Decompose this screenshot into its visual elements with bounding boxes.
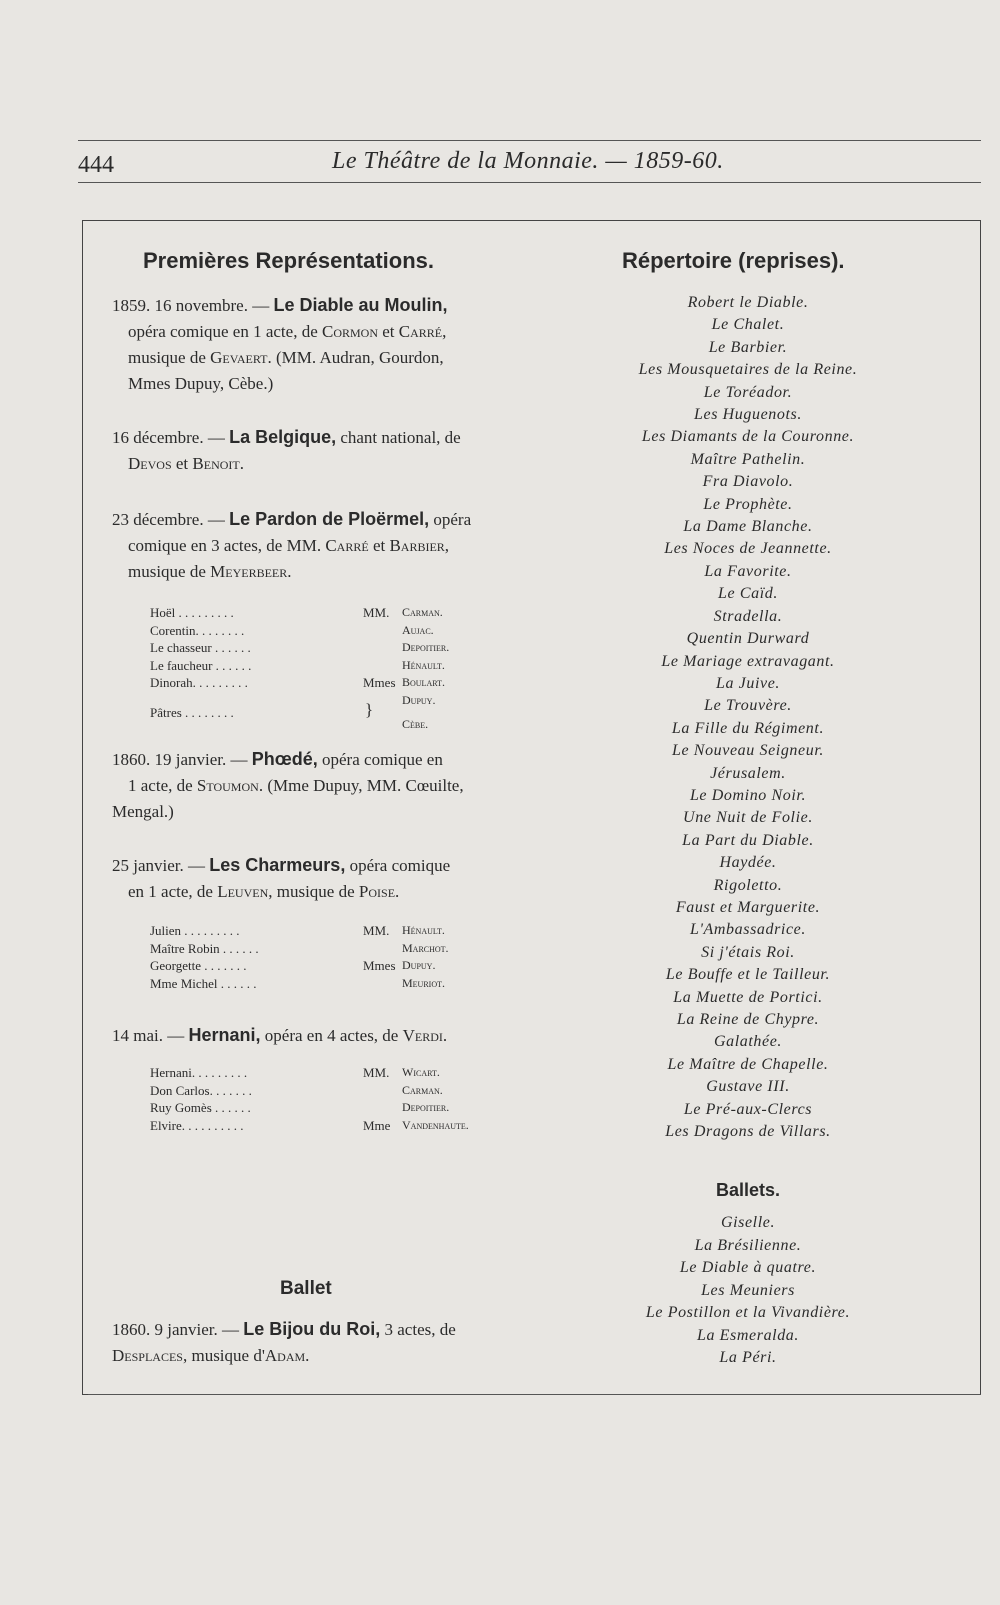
text-fragment: 1 acte, de [128, 776, 197, 795]
repertoire-item: Haydée. [719, 854, 777, 872]
entry-date: 16 décembre. — [112, 428, 225, 447]
repertoire-list [598, 292, 898, 1143]
repertoire-item: Si j'étais Roi. [701, 943, 795, 961]
repertoire-item: Le Caïd. [718, 585, 778, 603]
actor: Hénault. [402, 657, 445, 672]
repertoire-item: Robert le Diable. [687, 294, 809, 311]
repertoire-item: Stradella. [713, 607, 783, 625]
actor: Dupuy. [402, 692, 436, 707]
repertoire-item: Rigoletto. [713, 876, 783, 894]
repertoire-heading: Répertoire (reprises). [622, 248, 845, 273]
librettist: Leuven [217, 882, 269, 901]
text-fragment: . (Mme Dupuy, MM. Cœuilte, [258, 776, 464, 795]
ballets-list [598, 1212, 898, 1370]
role: Pâtres . . . . . . . . [150, 704, 234, 720]
repertoire-item: La Favorite. [704, 562, 792, 580]
librettist: Carré, [398, 322, 447, 341]
actor: Aujac. [402, 622, 434, 637]
honorific: MM. [363, 1065, 390, 1080]
repertoire-item: Fra Diavolo. [702, 473, 794, 491]
actor: Carman. [402, 1082, 443, 1097]
librettist: Carré [325, 536, 369, 555]
text-fragment: . (MM. Audran, Gourdon, [267, 348, 444, 367]
repertoire-item: Le Toréador. [703, 383, 793, 401]
honorific: Mmes [363, 675, 396, 690]
entry-phoede [112, 746, 512, 825]
entry-date: 1859. 16 novembre. — [112, 296, 270, 315]
repertoire-item: Les Dragons de Villars. [665, 1123, 831, 1141]
author: Devos [128, 454, 172, 473]
composer: Benoit. [192, 454, 244, 473]
page-number: 444 [78, 152, 114, 178]
text-fragment: , musique d' [182, 1346, 265, 1365]
text-fragment: opéra en 4 actes, de [260, 1026, 403, 1045]
entry-les-charmeurs [112, 852, 512, 905]
text-fragment: opéra comique en [317, 750, 443, 769]
actor: Marchot. [402, 940, 449, 955]
actor: Wicart. [402, 1065, 440, 1079]
actor: Vandenhaute. [402, 1117, 469, 1132]
text-fragment: comique en 3 actes, de MM. [128, 536, 326, 555]
composer: Gevaert [210, 348, 268, 367]
role: Maître Robin . . . . . . [150, 940, 259, 956]
work-title: Hernani, [188, 1025, 261, 1045]
work-title: Le Bijou du Roi, [243, 1319, 381, 1339]
entry-date: 23 décembre. — [112, 510, 225, 529]
repertoire-item: La Fille du Régiment. [671, 719, 825, 737]
actor: Depoitier. [402, 640, 450, 654]
actor: Hénault. [402, 923, 445, 937]
composer: Adam. [264, 1346, 310, 1365]
repertoire-item: L'Ambassadrice. [690, 921, 806, 939]
role: Don Carlos. . . . . . . [150, 1082, 252, 1098]
repertoire-item: Le Pré-aux-Clercs [683, 1100, 813, 1118]
repertoire-item: Gustave III. [706, 1078, 790, 1096]
repertoire-item: La Part du Diable. [682, 831, 814, 849]
role: Georgette . . . . . . . [150, 958, 247, 973]
work-title: Les Charmeurs, [209, 855, 346, 875]
header-top-rule [78, 140, 981, 141]
librettist: Desplaces [112, 1346, 183, 1365]
repertoire-item: Les Noces de Jeannette. [664, 540, 832, 558]
text-fragment: musique de [128, 562, 211, 581]
text-fragment: opéra comique en 1 acte, de [128, 322, 322, 341]
header-bottom-rule [78, 182, 981, 183]
composer: Stoumon [196, 776, 259, 795]
text-fragment: et [171, 454, 193, 473]
ballet-item: La Péri. [719, 1349, 777, 1366]
work-title: La Belgique, [229, 427, 337, 447]
repertoire-item: Jérusalem. [710, 764, 786, 782]
actor: Cèbe. [402, 716, 429, 731]
entry-la-belgique [112, 424, 512, 477]
role: Hernani. . . . . . . . . [150, 1065, 248, 1080]
role: Le faucheur . . . . . . [150, 657, 252, 673]
entry-bijou-du-roi [112, 1316, 512, 1369]
repertoire-item: La Juive. [715, 674, 781, 692]
entry-pardon-de-ploermel [112, 506, 512, 585]
honorific: Mmes [363, 958, 396, 973]
entry-date: 14 mai. — [112, 1026, 185, 1045]
repertoire-item: Une Nuit de Folie. [683, 809, 813, 827]
brace: } [365, 699, 374, 719]
repertoire-item: Faust et Marguerite. [675, 898, 821, 916]
ballet-item: La Esmeralda. [696, 1326, 800, 1344]
text-fragment: 3 actes, de [380, 1320, 456, 1339]
repertoire-item: Maître Pathelin. [690, 450, 806, 468]
repertoire-item: Le Chalet. [711, 316, 785, 334]
librettist: Cormon [322, 322, 379, 341]
repertoire-item: Le Domino Noir. [689, 786, 807, 804]
ballet-item: Giselle. [720, 1214, 776, 1231]
actor: Dupuy. [402, 958, 436, 972]
entry-date: 1860. 9 janvier. — [112, 1320, 240, 1339]
actor: Meuriot. [402, 975, 445, 990]
role: Mme Michel . . . . . . [150, 975, 257, 991]
role: Corentin. . . . . . . . [150, 622, 245, 638]
work-title: Le Diable au Moulin, [273, 295, 448, 315]
honorific: Mme [363, 1117, 391, 1133]
text-line: Mengal.) [112, 802, 174, 821]
repertoire-item: Le Prophète. [703, 495, 793, 513]
composer: Verdi. [402, 1026, 448, 1045]
role: Elvire. . . . . . . . . . [150, 1117, 244, 1133]
entry-hernani [112, 1022, 512, 1049]
text-fragment: et [378, 322, 399, 341]
composer: Poise. [358, 882, 400, 901]
role: Hoël . . . . . . . . . [150, 605, 234, 620]
repertoire-item: La Reine de Chypre. [676, 1011, 820, 1028]
text-fragment: musique de [128, 348, 211, 367]
text-fragment: opéra [429, 510, 472, 529]
repertoire-item: Le Barbier. [708, 338, 788, 356]
repertoire-item: La Muette de Portici. [673, 988, 823, 1006]
entry-date: 1860. 19 janvier. — [112, 750, 248, 769]
role: Dinorah. . . . . . . . . [150, 675, 248, 690]
ballet-item: La Brésilienne. [694, 1236, 802, 1254]
work-title: Phœdé, [251, 749, 318, 769]
entry-diable-au-moulin [112, 292, 512, 397]
text-fragment: chant national, de [336, 428, 461, 447]
actor: Carman. [402, 605, 443, 619]
repertoire-item: Le Mariage extravagant. [661, 652, 835, 670]
text-fragment: , musique de [268, 882, 359, 901]
role: Julien . . . . . . . . . [150, 923, 240, 938]
repertoire-item: Le Nouveau Seigneur. [672, 742, 824, 760]
repertoire-item: Le Maître de Chapelle. [667, 1055, 829, 1073]
ballets-heading: Ballets. [715, 1180, 781, 1200]
repertoire-item: La Dame Blanche. [683, 518, 813, 536]
repertoire-item: Quentin Durward [686, 630, 810, 648]
repertoire-item: Le Bouffe et le Tailleur. [665, 966, 831, 984]
ballet-heading: Ballet [280, 1278, 332, 1299]
actor: Boulart. [402, 675, 445, 689]
text-fragment: en 1 acte, de [128, 882, 218, 901]
repertoire-item: Le Trouvère. [704, 697, 792, 715]
text-line: Mmes Dupuy, Cèbe.) [128, 374, 274, 393]
role: Le chasseur . . . . . . [150, 640, 251, 655]
repertoire-item: Les Mousquetaires de la Reine. [638, 361, 858, 379]
repertoire-item: Galathée. [713, 1033, 783, 1051]
honorific: MM. [363, 605, 390, 620]
text-fragment: opéra comique [345, 856, 451, 875]
premieres-heading: Premières Représentations. [143, 248, 435, 273]
ballet-item: Les Meuniers [701, 1281, 795, 1299]
work-title: Le Pardon de Ploërmel, [229, 509, 430, 529]
text-fragment: et [368, 536, 390, 555]
frame-bottom-rule [88, 1394, 981, 1395]
librettist: Barbier, [389, 536, 450, 555]
actor: Depoitier. [402, 1100, 450, 1114]
honorific: MM. [363, 923, 390, 938]
ballet-item: Le Diable à quatre. [679, 1259, 817, 1276]
repertoire-item: Les Diamants de la Couronne. [641, 428, 855, 446]
ballet-item: Le Postillon et la Vivandière. [645, 1304, 851, 1321]
composer: Meyerbeer. [210, 562, 292, 581]
entry-date: 25 janvier. — [112, 856, 206, 875]
running-title: Le Théâtre de la Monnaie. — 1859-60. [332, 148, 724, 174]
role: Ruy Gomès . . . . . . [150, 1100, 251, 1115]
repertoire-item: Les Huguenots. [694, 406, 802, 424]
